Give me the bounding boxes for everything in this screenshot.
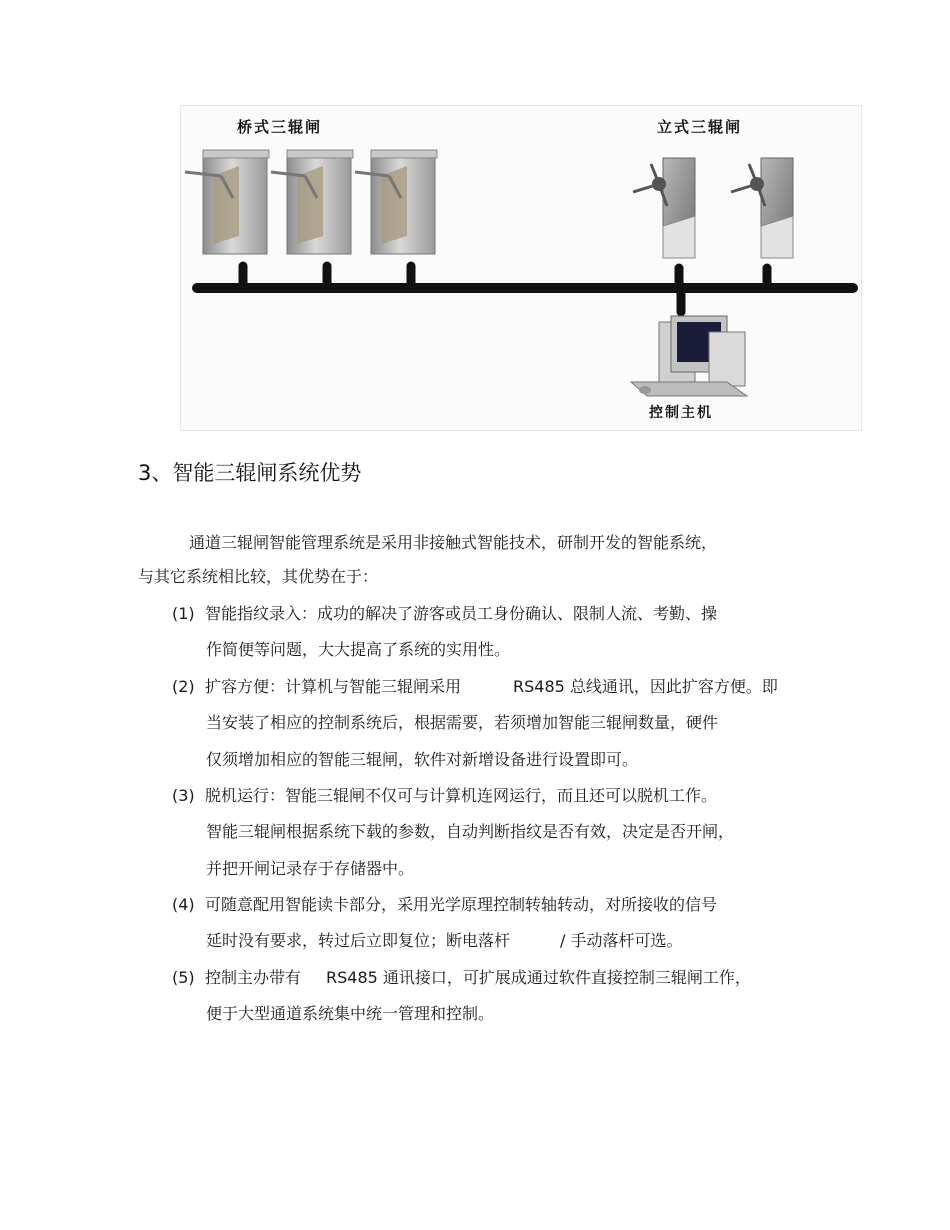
item-5-line-1a: 控制主办带有 [205, 968, 302, 987]
bridge-turnstile-2 [271, 150, 353, 254]
bridge-turnstile-1 [185, 150, 269, 254]
control-host-computer [631, 316, 747, 396]
item-1-line-2: 作简便等问题，大大提高了系统的实用性。 [206, 640, 511, 659]
item-3-line-2: 智能三辊闸根据系统下载的参数，自动判断指纹是否有效，决定是否开闸， [206, 822, 735, 841]
bridge-turnstile-3 [355, 150, 437, 254]
item-4-line-2b: / 手动落杆可选。 [560, 931, 683, 950]
intro-line-2: 与其它系统相比较，其优势在于： [138, 567, 379, 586]
item-4-line-2a: 延时没有要求，转过后立即复位；断电落杆 [206, 931, 511, 950]
item-4-line-1: 可随意配用智能读卡部分，采用光学原理控制转轴转动，对所接收的信号 [205, 895, 718, 914]
network-diagram [181, 106, 862, 431]
item-1-number: (1) [172, 604, 195, 623]
item-5-line-1b: RS485 通讯接口，可扩展成通过软件直接控制三辊闸工作， [326, 968, 751, 987]
item-3-line-1: 脱机运行：智能三辊闸不仅可与计算机连网运行，而且还可以脱机工作。 [205, 786, 718, 805]
vertical-turnstile-2 [731, 158, 793, 258]
intro-line-1: 通道三辊闸智能管理系统是采用非接触式智能技术，研制开发的智能系统， [189, 533, 718, 552]
label-vertical-turnstile: 立式三辊闸 [657, 118, 743, 136]
item-2-line-1b: RS485 总线通讯，因此扩容方便。即 [513, 677, 778, 696]
item-5-line-2: 便于大型通道系统集中统一管理和控制。 [206, 1004, 495, 1023]
item-2-number: (2) [172, 677, 195, 696]
item-3-number: (3) [172, 786, 195, 805]
vertical-turnstile-1 [633, 158, 695, 258]
turnstile-network-figure [180, 105, 862, 431]
label-bridge-turnstile: 桥式三辊闸 [237, 118, 323, 136]
item-1-line-1: 智能指纹录入：成功的解决了游客或员工身份确认、限制人流、考勤、操 [205, 604, 718, 623]
item-2-line-1a: 扩容方便：计算机与智能三辊闸采用 [205, 677, 462, 696]
label-control-host: 控制主机 [649, 405, 713, 421]
item-5-number: (5) [172, 968, 195, 987]
item-4-number: (4) [172, 895, 195, 914]
item-3-line-3: 并把开闸记录存于存储器中。 [206, 859, 415, 878]
item-2-line-2: 当安装了相应的控制系统后，根据需要，若须增加智能三辊闸数量，硬件 [206, 713, 719, 732]
section-title: 3、智能三辊闸系统优势 [138, 461, 362, 485]
item-2-line-3: 仅须增加相应的智能三辊闸，软件对新增设备进行设置即可。 [206, 750, 639, 769]
